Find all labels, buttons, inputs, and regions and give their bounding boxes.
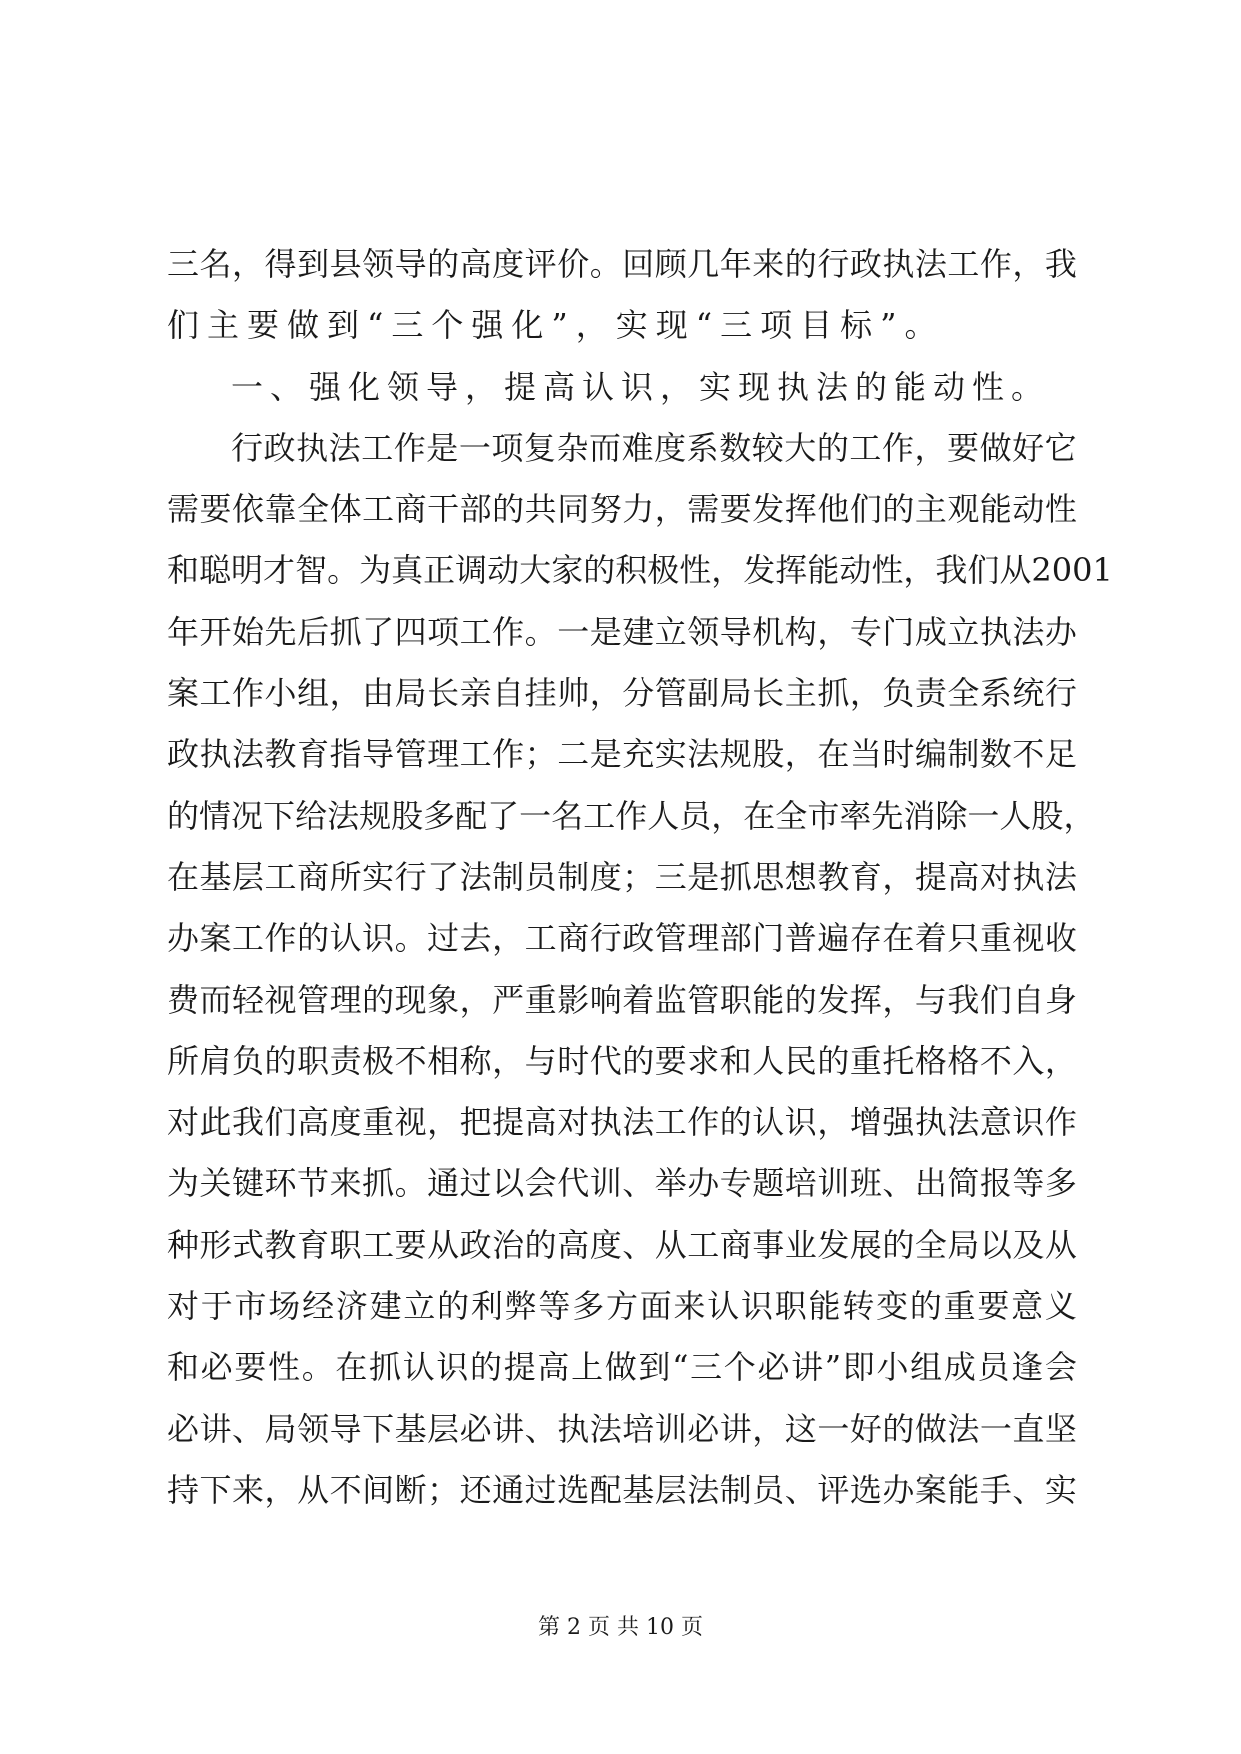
text-line: 费 而 轻 视 管 理 的 现 象 ， 严 重 影 响 着 监 管 职 能 的 发 挥 ， 与 我 们 自 身 xyxy=(167,980,1077,1019)
text-line: 在 基 层 工 商 所 实 行 了 法 制 员 制 度 ； 三 是 抓 思 想 教 育 ， 提 高 对 执 法 xyxy=(167,857,1077,896)
page-number-footer: 第 2 页 共 10 页 xyxy=(538,1615,703,1640)
text-line: 们主要做到“三个强化”，实现“三项目标”。 xyxy=(167,306,945,345)
text-line: 和 必 要 性 。 在 抓 认 识 的 提 高 上 做 到 “ 三 个 必 讲 ” 即 小 组 成 员 逢 会 xyxy=(167,1348,1077,1387)
text-line: 三 名 ， 得 到 县 领 导 的 高 度 评 价 。 回 顾 几 年 来 的 行 政 执 法 工 作 ， 我 xyxy=(167,245,1077,283)
body-text xyxy=(167,234,1113,1521)
text-line: 办 案 工 作 的 认 识 。 过 去 ， 工 商 行 政 管 理 部 门 普 遍 存 在 着 只 重 视 收 xyxy=(167,919,1077,958)
text-line: 对 于 市 场 经 济 建 立 的 利 弊 等 多 方 面 来 认 识 职 能 转 变 的 重 要 意 义 xyxy=(167,1287,1077,1326)
text-line: 为 关 键 环 节 来 抓 。 通 过 以 会 代 训 、 举 办 专 题 培 训 班 、 出 简 报 等 多 xyxy=(167,1164,1077,1203)
text-line: 案 工 作 小 组 ， 由 局 长 亲 自 挂 帅 ， 分 管 副 局 长 主 抓 ， 负 责 全 系 统 行 xyxy=(167,674,1077,713)
text-line: 行 政 执 法 工 作 是 一 项 复 杂 而 难 度 系 数 较 大 的 工 作 ， 要 做 好 它 xyxy=(231,428,1077,467)
text-line: 政 执 法 教 育 指 导 管 理 工 作 ； 二 是 充 实 法 规 股 ， 在 当 时 编 制 数 不 足 xyxy=(167,735,1077,774)
text-line: 种 形 式 教 育 职 工 要 从 政 治 的 高 度 、 从 工 商 事 业 发 展 的 全 局 以 及 从 xyxy=(167,1225,1077,1264)
text-line: 的 情 况 下 给 法 规 股 多 配 了 一 名 工 作 人 员 ， 在 全 市 率 先 消 除 一 人 股 ， xyxy=(167,796,1096,835)
text-line: 对 此 我 们 高 度 重 视 ， 把 提 高 对 执 法 工 作 的 认 识 ， 增 强 执 法 意 识 作 xyxy=(167,1103,1077,1142)
text-line: 和 聪 明 才 智 。 为 真 正 调 动 大 家 的 积 极 性 ， 发 挥 能 动 性 ， 我 们 从 2001 xyxy=(167,551,1113,590)
text-line: 持 下 来 ， 从 不 间 断 ； 还 通 过 选 配 基 层 法 制 员 、 评 选 办 案 能 手 、 实 xyxy=(167,1470,1077,1509)
text-line: 所 肩 负 的 职 责 极 不 相 称 ， 与 时 代 的 要 求 和 人 民 的 重 托 格 格 不 入 ， xyxy=(167,1041,1077,1080)
text-line: 需 要 依 靠 全 体 工 商 干 部 的 共 同 努 力 ， 需 要 发 挥 他 们 的 主 观 能 动 性 xyxy=(167,490,1077,529)
text-line: 年 开 始 先 后 抓 了 四 项 工 作 。 一 是 建 立 领 导 机 构 ， 专 门 成 立 执 法 办 xyxy=(167,612,1077,651)
text-line: 必 讲 、 局 领 导 下 基 层 必 讲 、 执 法 培 训 必 讲 ， 这 一 好 的 做 法 一 直 坚 xyxy=(167,1409,1077,1448)
section-heading: 一、强化领导，提高认识，实现执法的能动性。 xyxy=(231,367,1051,406)
